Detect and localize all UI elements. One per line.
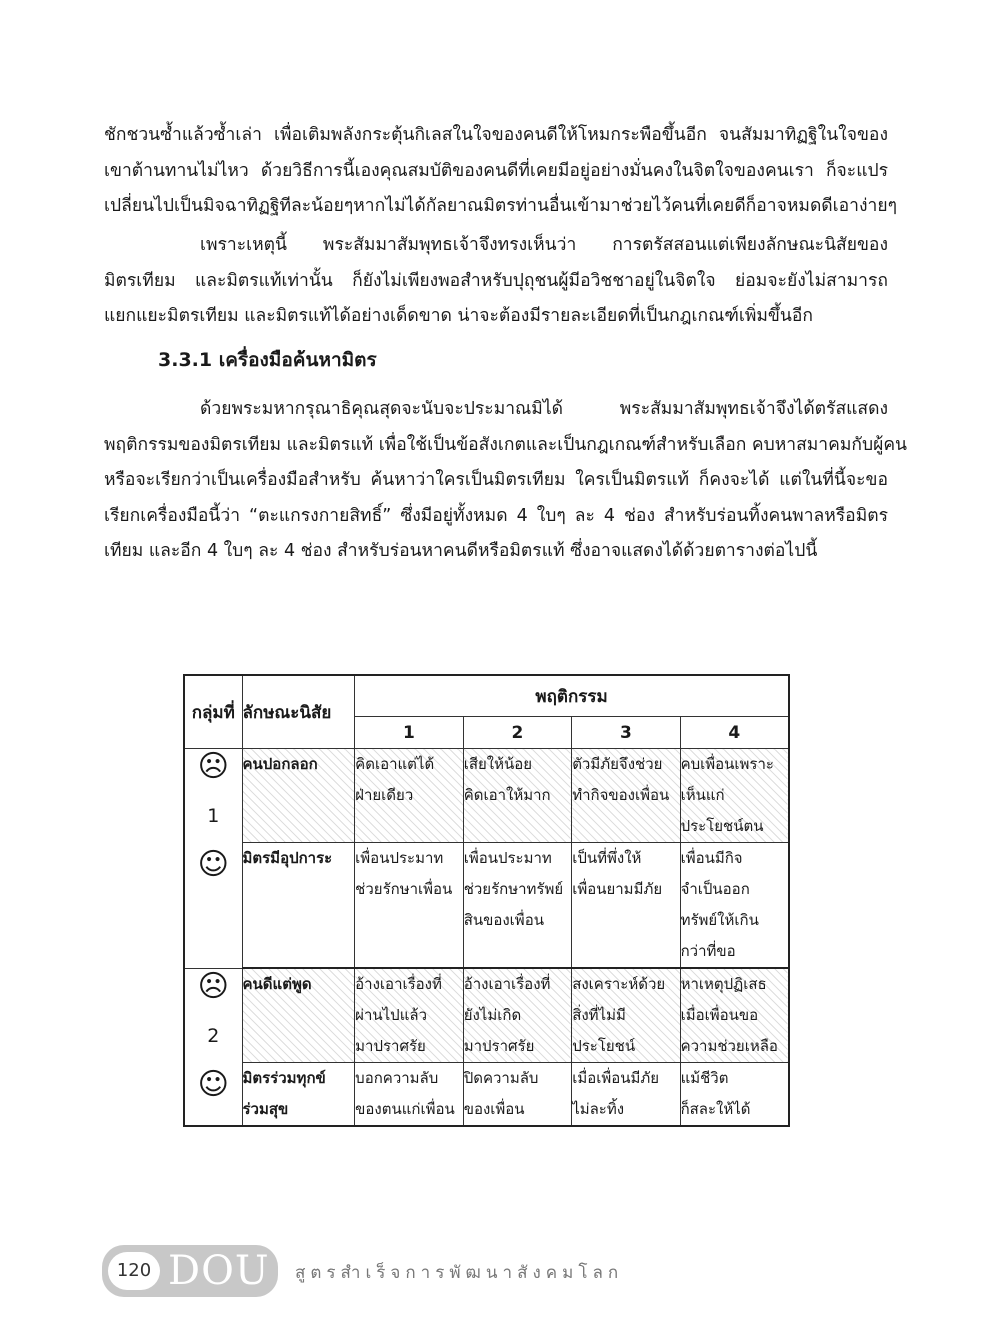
cell-line: ทรัพย์ให้เกิน — [680, 911, 759, 929]
table-row — [184, 968, 789, 1063]
cell-line: ตัวมีภัยจึงช่วย — [572, 755, 663, 773]
behavior-cell — [355, 1063, 464, 1127]
cell-line: ประโยชน์ — [572, 1037, 636, 1055]
cell-line: มาปราศรัย — [355, 1037, 426, 1055]
trait-cell — [242, 749, 355, 843]
behavior-cell — [680, 843, 789, 969]
header-behavior-number: 3 — [572, 717, 680, 749]
smiley-face-icon: ☺ — [197, 1066, 229, 1102]
cell-line: เพื่อนยามมีภัย — [572, 880, 663, 898]
cell-line: เมื่อเพื่อนมีภัย — [572, 1069, 660, 1087]
trait-line: มิตรร่วมทุกข์ — [242, 1069, 326, 1087]
behavior-cell — [463, 749, 572, 843]
paragraph-line: เพราะเหตุนี้ พระสัมมาสัมพุทธเจ้าจึงทรงเห็นว่า การตรัสสอนแต่เพียงลักษณะนิสัยของ — [200, 235, 888, 255]
page-footer — [102, 1245, 902, 1297]
cell-line: ช่วยรักษาทรัพย์ — [463, 880, 564, 898]
behavior-cell — [463, 843, 572, 969]
paragraph-line: ชักชวนซ้ำแล้วซ้ำเล่า เพื่อเติมพลังกระตุ้นกิเลสในใจของคนดีให้โหมกระพือขึ้นอีก จนสัมมาทิฏฐิในใจของ — [104, 125, 888, 145]
table-row — [184, 843, 789, 969]
cell-line: ประโยชน์ตน — [680, 817, 764, 835]
cell-line: เห็นแก่ — [680, 786, 725, 804]
cell-line: ไม่ละทิ้ง — [572, 1100, 625, 1118]
paragraph-line: มิตรเทียม และมิตรแท้เท่านั้น ก็ยังไม่เพียงพอสำหรับปุถุชนผู้มีอวิชชาอยู่ในจิตใจ ย่อมจะยังไม่สามารถ — [104, 270, 888, 291]
cell-line: คิดเอาให้มาก — [463, 786, 551, 804]
paragraph-1 — [104, 118, 898, 225]
cell-line: ช่วยรักษาเพื่อน — [355, 880, 453, 898]
behavior-cell — [572, 1063, 680, 1127]
paragraph-line: เขาต้านทานไม่ไหว ด้วยวิธีการนี้เองคุณสมบัติของคนดีที่เคยมีอยู่อย่างมั่นคงในจิตใจของคนเรา ก็จะแปร — [104, 160, 888, 181]
group-cell — [184, 749, 242, 969]
header-group: กลุ่มที่ — [184, 675, 242, 749]
cell-line: ปิดความลับ — [463, 1069, 539, 1087]
cell-line: สิ่งที่ไม่มี — [572, 1006, 626, 1024]
cell-line: กว่าที่ขอ — [680, 942, 736, 960]
cell-line: ยังไม่เกิด — [463, 1006, 522, 1024]
trait-cell — [242, 843, 355, 969]
section-heading: 3.3.1 เครื่องมือค้นหามิตร — [158, 349, 377, 371]
paragraph-line: ด้วยพระมหากรุณาธิคุณสุดจะนับจะประมาณมิได้ พระสัมมาสัมพุทธเจ้าจึงได้ตรัสแสดง — [200, 399, 888, 419]
cell-line: ของตนแก่เพื่อน — [355, 1100, 455, 1118]
cell-line: อ้างเอาเรื่องที่ — [463, 975, 551, 993]
paragraph-line: เทียม และอีก 4 ใบๆ ละ 4 ช่อง สำหรับร่อนหาคนดีหรือมิตรแท้ ซึ่งอาจแสดงได้ด้วยตารางต่อไปนี้ — [104, 541, 818, 561]
cell-line: คิดเอาแต่ได้ — [355, 755, 435, 773]
cell-line: ความช่วยเหลือ — [680, 1037, 778, 1055]
paragraph-line: หรือจะเรียกว่าเป็นเครื่องมือสำหรับ ค้นหาว่าใครเป็นมิตรเทียม ใครเป็นมิตรแท้ ก็คงจะได้ แต่ในที่นี้จะขอ — [104, 470, 888, 490]
sad-face-icon: ☹ — [197, 749, 229, 784]
behavior-table — [183, 674, 790, 1127]
behavior-cell — [680, 1063, 789, 1127]
cell-line: ของเพื่อน — [463, 1100, 525, 1118]
book-title: สูตรสำเร็จการพัฒนาสังคมโลก — [295, 1263, 624, 1283]
page-number: 120 — [108, 1252, 160, 1290]
behavior-cell — [572, 968, 680, 1063]
header-behavior-number: 1 — [355, 717, 464, 749]
group-number: 2 — [207, 1024, 220, 1047]
paragraph-line: แยกแยะมิตรเทียม และมิตรแท้ได้อย่างเด็ดขาด น่าจะต้องมีรายละเอียดที่เป็นกฎเกณฑ์เพิ่มขึ้นอีก — [104, 306, 813, 326]
cell-line: มาปราศรัย — [463, 1037, 535, 1055]
cell-line: เพื่อนประมาท — [355, 849, 444, 867]
trait-cell — [242, 968, 355, 1063]
table-row — [184, 749, 789, 843]
header-trait: ลักษณะนิสัย — [242, 675, 355, 749]
header-behavior-number: 2 — [463, 717, 572, 749]
header-behavior: พฤติกรรม — [355, 675, 789, 717]
cell-line: สงเคราะห์ด้วย — [572, 975, 666, 993]
trait-line: ร่วมสุข — [242, 1100, 289, 1118]
cell-line: คบเพื่อนเพราะ — [680, 755, 774, 773]
cell-line: เป็นที่พึ่งให้ — [572, 849, 642, 867]
trait-cell — [242, 1063, 355, 1127]
cell-line: ทำกิจของเพื่อน — [572, 786, 670, 804]
header-behavior-number: 4 — [680, 717, 789, 749]
cell-line: เพื่อนมีกิจ — [680, 849, 743, 867]
behavior-cell — [680, 749, 789, 843]
cell-line: หาเหตุปฏิเสธ — [680, 975, 767, 993]
cell-line: เมื่อเพื่อนขอ — [680, 1006, 759, 1024]
behavior-cell — [680, 968, 789, 1063]
sad-face-icon: ☹ — [197, 968, 229, 1004]
paragraph-2 — [104, 228, 888, 335]
cell-line: ก็สละให้ได้ — [680, 1100, 751, 1118]
cell-line: แม้ชีวิต — [680, 1069, 729, 1087]
behavior-cell — [355, 749, 464, 843]
paragraph-line: เรียกเครื่องมือนี้ว่า “ตะแกรงกายสิทธิ์” ซึ่งมีอยู่ทั้งหมด 4 ใบๆ ละ 4 ช่อง สำหรับร่อนทิ้งคนพาลหรือมิตร — [104, 505, 888, 526]
dou-logo: DOU — [168, 1248, 270, 1294]
group-number: 1 — [207, 805, 220, 827]
behavior-cell — [355, 843, 464, 969]
cell-line: อ้างเอาเรื่องที่ — [355, 975, 442, 993]
trait-line: คนดีแต่พูด — [242, 975, 312, 993]
cell-line: จำเป็นออก — [680, 880, 750, 898]
cell-line: เสียให้น้อย — [463, 755, 533, 773]
cell-line: ฝ่ายเดียว — [355, 786, 414, 804]
cell-line: ผ่านไปแล้ว — [355, 1006, 427, 1024]
behavior-cell — [572, 843, 680, 969]
trait-line: มิตรมีอุปการะ — [242, 849, 333, 867]
paragraph-3 — [104, 392, 907, 570]
cell-line: เพื่อนประมาท — [463, 849, 552, 867]
behavior-cell — [463, 1063, 572, 1127]
paragraph-line: พฤติกรรมของมิตรเทียม และมิตรแท้ เพื่อใช้เป็นข้อสังเกตและเป็นกฎเกณฑ์สำหรับเลือก คบหาสมาคมกับผู้คน — [104, 434, 907, 455]
behavior-cell — [572, 749, 680, 843]
trait-line: คนปอกลอก — [242, 755, 318, 773]
smiley-face-icon: ☺ — [197, 847, 229, 882]
paragraph-line: เปลี่ยนไปเป็นมิจฉาทิฏฐิทีละน้อยๆหากไม่ได้กัลยาณมิตรท่านอื่นเข้ามาช่วยไว้คนที่เคยดีก็อาจหมดดีเอาง่ายๆ — [104, 196, 898, 216]
cell-line: สินของเพื่อน — [463, 911, 544, 929]
behavior-cell — [463, 968, 572, 1063]
behavior-cell — [355, 968, 464, 1063]
footer-logo-badge — [102, 1245, 278, 1297]
cell-line: บอกความลับ — [355, 1069, 439, 1087]
group-cell — [184, 968, 242, 1126]
table-row — [184, 1063, 789, 1127]
